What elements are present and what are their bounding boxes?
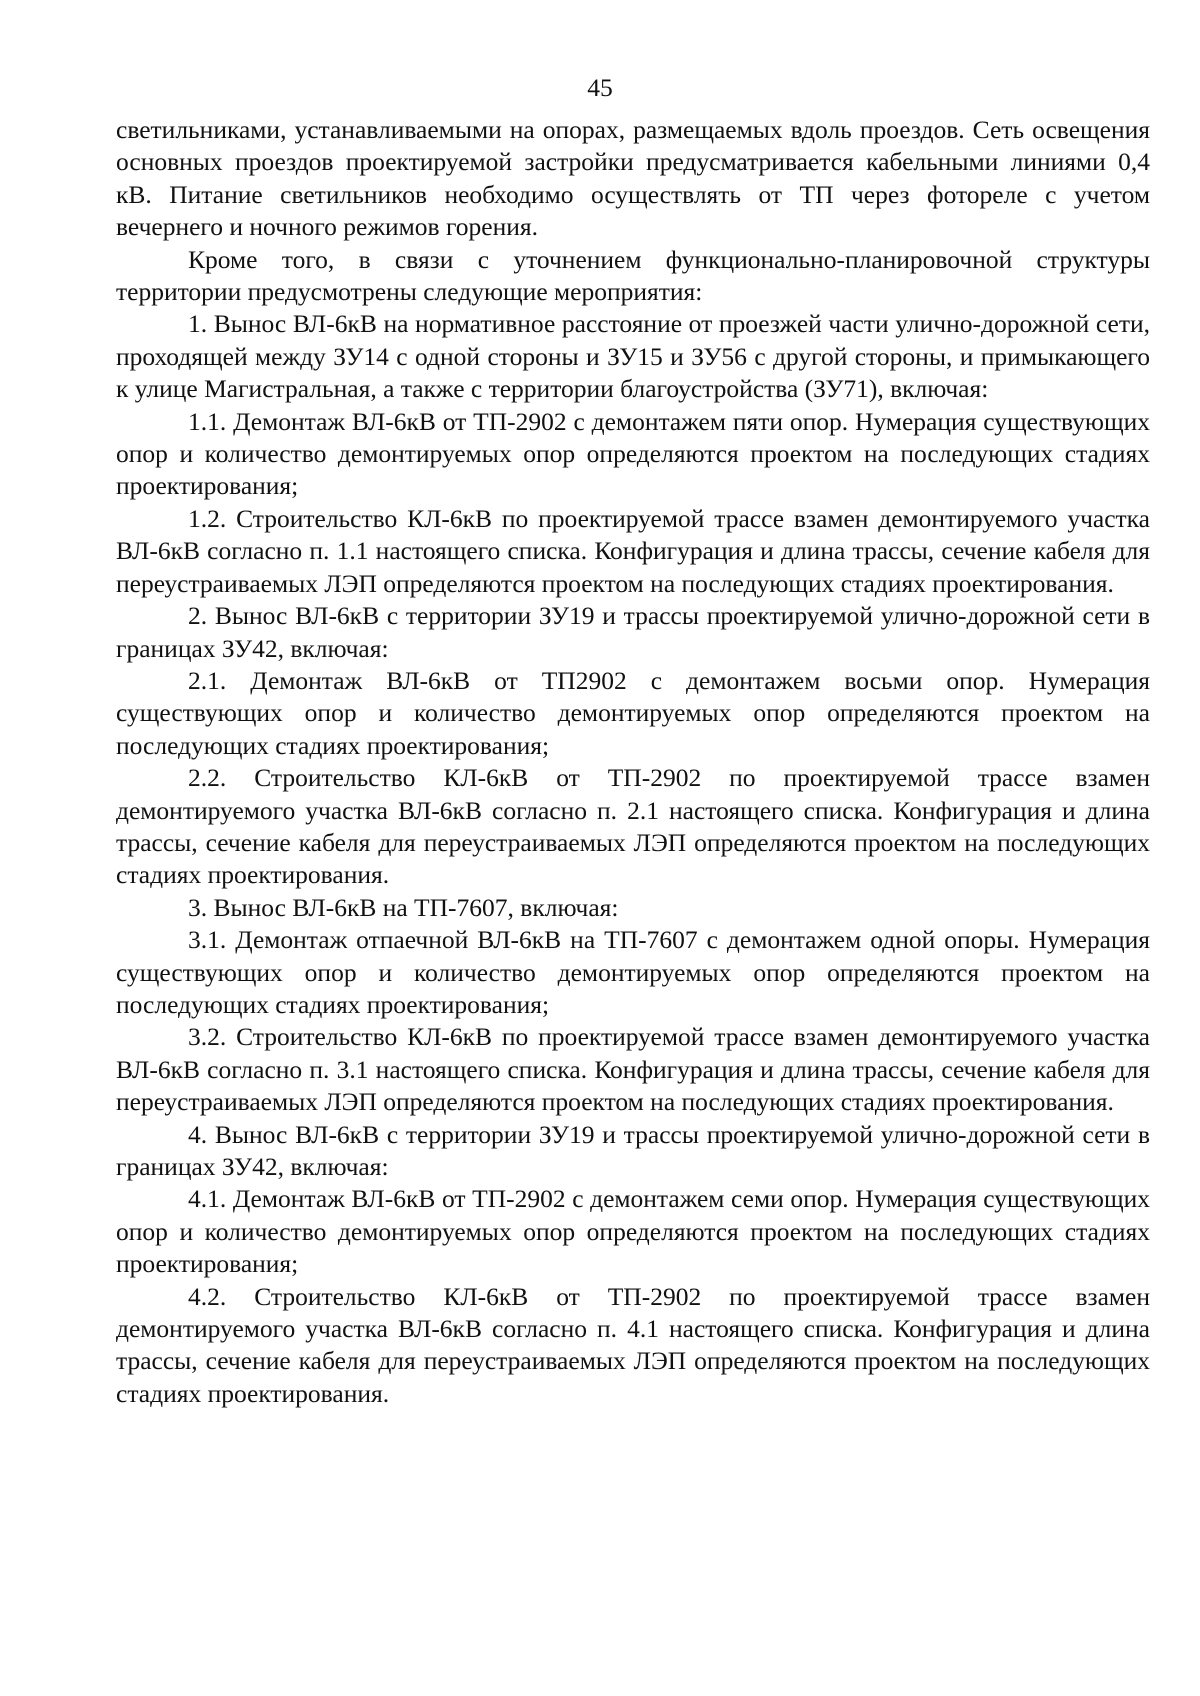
paragraph-item-1-2: 1.2. Строительство КЛ-6кВ по проектируемой трассе взамен демонтируемого участка ВЛ-6кВ согласно п. 1.1 настоящего списка. Конфигурация и длина трассы, сечение кабеля для переустраиваемых ЛЭП определяются проектом на последующих стадиях проектирования. [116, 503, 1150, 598]
paragraph-item-1-1: 1.1. Демонтаж ВЛ-6кВ от ТП-2902 с демонтажем пяти опор. Нумерация существующих опор и количество демонтируемых опор определяются проектом на последующих стадиях проектирования; [116, 406, 1150, 501]
paragraph-item-4: 4. Вынос ВЛ-6кВ с территории ЗУ19 и трассы проектируемой улично-дорожной сети в границах ЗУ42, включая: [116, 1119, 1150, 1181]
paragraph-item-1: 1. Вынос ВЛ-6кВ на нормативное расстояние от проезжей части улично-дорожной сети, проходящей между ЗУ14 с одной стороны и ЗУ15 и ЗУ56 с другой стороны, и примыкающего к улице Магистральная, а также с территории благоустройства (ЗУ71), включая: [116, 309, 1150, 404]
paragraph-item-4-2: 4.2. Строительство КЛ-6кВ от ТП-2902 по проектируемой трассе взамен демонтируемого участка ВЛ-6кВ согласно п. 4.1 настоящего списка. Конфигурация и длина трассы, сечение кабеля для переустраиваемых ЛЭП определяются проектом на последующих стадиях проектирования. [116, 1281, 1150, 1408]
paragraph-item-2-1: 2.1. Демонтаж ВЛ-6кВ от ТП2902 с демонтажем восьми опор. Нумерация существующих опор и количество демонтируемых опор определяются проектом на последующих стадиях проектирования; [116, 665, 1150, 760]
paragraph-item-4-1: 4.1. Демонтаж ВЛ-6кВ от ТП-2902 с демонтажем семи опор. Нумерация существующих опор и количество демонтируемых опор определяются проектом на последующих стадиях проектирования; [116, 1184, 1150, 1279]
paragraph-item-2: 2. Вынос ВЛ-6кВ с территории ЗУ19 и трассы проектируемой улично-дорожной сети в границах ЗУ42, включая: [116, 601, 1150, 663]
paragraph-continuation: светильниками, устанавливаемыми на опорах, размещаемых вдоль проездов. Сеть освещения основных проездов проектируемой застройки предусматривается кабельными линиями 0,4 кВ. Питание светильников необходимо осуществлять от ТП через фотореле с учетом вечернего и ночного режимов горения. [116, 115, 1150, 242]
page-number: 45 [587, 73, 613, 102]
document-body [116, 114, 1150, 1410]
paragraph-item-2-2: 2.2. Строительство КЛ-6кВ от ТП-2902 по проектируемой трассе взамен демонтируемого участка ВЛ-6кВ согласно п. 2.1 настоящего списка. Конфигурация и длина трассы, сечение кабеля для переустраиваемых ЛЭП определяются проектом на последующих стадиях проектирования. [116, 763, 1150, 890]
paragraph-intro: Кроме того, в связи с уточнением функционально-планировочной структуры территории предусмотрены следующие мероприятия: [116, 244, 1150, 307]
paragraph-item-3: 3. Вынос ВЛ-6кВ на ТП-7607, включая: [188, 892, 619, 922]
paragraph-item-3-1: 3.1. Демонтаж отпаечной ВЛ-6кВ на ТП-7607 с демонтажем одной опоры. Нумерация существующих опор и количество демонтируемых опор определяются проектом на последующих стадиях проектирования; [116, 925, 1150, 1019]
paragraph-item-3-2: 3.2. Строительство КЛ-6кВ по проектируемой трассе взамен демонтируемого участка ВЛ-6кВ согласно п. 3.1 настоящего списка. Конфигурация и длина трассы, сечение кабеля для переустраиваемых ЛЭП определяются проектом на последующих стадиях проектирования. [116, 1022, 1150, 1117]
